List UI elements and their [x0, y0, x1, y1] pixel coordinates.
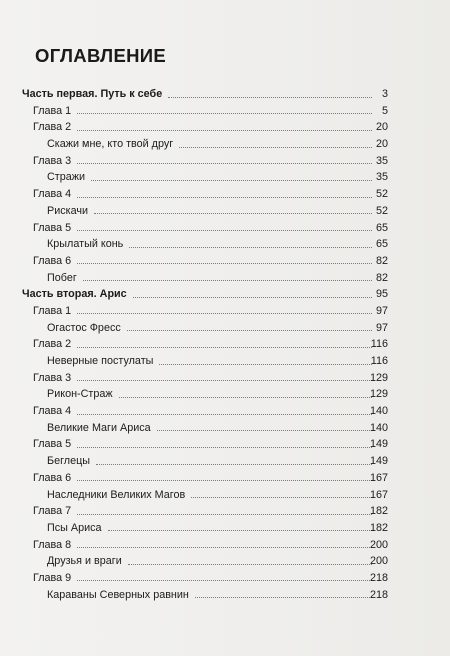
toc-entry-label: Глава 5	[33, 438, 72, 451]
toc-page-number: 140	[369, 421, 388, 434]
toc-dot-leader	[119, 397, 372, 398]
toc-page-number: 140	[369, 405, 388, 418]
toc-subtitle-entry	[0, 270, 450, 287]
toc-entry-label: Наследники Великих Магов	[47, 488, 186, 501]
toc-entry-label: Глава 4	[33, 188, 72, 201]
toc-dot-leader	[77, 380, 372, 381]
toc-entry-label: Караваны Северных равнин	[47, 588, 189, 601]
toc-chapter-entry	[0, 303, 450, 320]
toc-page-number: 167	[369, 471, 388, 484]
toc-dot-leader	[77, 480, 372, 481]
toc-page-number: 52	[375, 204, 388, 217]
toc-entry-label: Глава 8	[33, 538, 72, 551]
toc-entry-label: Глава 6	[33, 471, 72, 484]
toc-page-number: 116	[370, 338, 388, 351]
toc-dot-leader	[77, 230, 372, 231]
toc-page-number: 82	[375, 271, 388, 284]
toc-page-number: 82	[375, 254, 388, 267]
toc-subtitle-entry	[0, 353, 450, 370]
toc-entry-label: Рискачи	[47, 204, 89, 217]
toc-subtitle-entry	[0, 487, 450, 504]
toc-chapter-entry	[0, 186, 450, 203]
toc-page-number: 182	[369, 521, 388, 534]
toc-dot-leader	[108, 530, 372, 531]
table-of-contents	[0, 86, 450, 603]
toc-page-number: 218	[369, 571, 388, 584]
toc-entry-label: Огастос Фресс	[47, 321, 121, 334]
toc-dot-leader	[168, 97, 372, 98]
toc-entry-label: Неверные постулаты	[47, 355, 154, 367]
toc-chapter-entry	[0, 253, 450, 270]
toc-chapter-entry	[0, 470, 450, 487]
toc-page-number: 129	[369, 371, 388, 384]
toc-page-number: 218	[369, 588, 388, 601]
toc-dot-leader	[129, 247, 372, 248]
toc-page-number: 97	[375, 304, 388, 317]
toc-chapter-entry	[0, 537, 450, 554]
toc-dot-leader	[77, 313, 372, 314]
toc-part-entry	[0, 86, 450, 103]
toc-dot-leader	[159, 364, 372, 365]
toc-page-number: 35	[375, 171, 388, 184]
toc-chapter-entry	[0, 103, 450, 120]
page-title: ОГЛАВЛЕНИЕ	[35, 45, 166, 66]
toc-dot-leader	[77, 113, 372, 114]
toc-page-number: 182	[369, 505, 388, 518]
toc-dot-leader	[94, 213, 372, 214]
toc-dot-leader	[191, 497, 372, 498]
toc-chapter-entry	[0, 153, 450, 170]
toc-subtitle-entry	[0, 320, 450, 337]
toc-entry-label: Побег	[47, 271, 77, 284]
toc-dot-leader	[77, 347, 372, 348]
toc-page-number: 20	[375, 121, 388, 134]
toc-entry-label: Глава 1	[33, 304, 72, 317]
toc-subtitle-entry	[0, 587, 450, 604]
toc-entry-label: Рикон-Страж	[47, 388, 113, 401]
toc-entry-label: Часть первая. Путь к себе	[22, 88, 163, 100]
toc-entry-label: Глава 3	[33, 154, 72, 167]
toc-page-number: 200	[369, 538, 388, 551]
toc-entry-label: Глава 4	[33, 405, 72, 418]
toc-page-number: 95	[375, 288, 388, 301]
toc-dot-leader	[83, 280, 372, 281]
toc-dot-leader	[77, 163, 372, 164]
toc-dot-leader	[77, 447, 372, 448]
toc-entry-label: Великие Маги Ариса	[47, 421, 151, 434]
toc-entry-label: Глава 9	[33, 571, 72, 584]
toc-page-number: 3	[381, 88, 388, 100]
toc-dot-leader	[77, 414, 372, 415]
toc-chapter-entry	[0, 503, 450, 520]
toc-page-number: 200	[369, 555, 388, 568]
toc-chapter-entry	[0, 570, 450, 587]
toc-entry-label: Беглецы	[47, 455, 91, 468]
toc-subtitle-entry	[0, 453, 450, 470]
toc-entry-label: Друзья и враги	[47, 555, 122, 568]
toc-dot-leader	[77, 580, 372, 581]
toc-page-number: 5	[381, 104, 388, 117]
toc-dot-leader	[77, 197, 372, 198]
toc-chapter-entry	[0, 220, 450, 237]
toc-subtitle-entry	[0, 420, 450, 437]
toc-page-number: 20	[375, 138, 388, 151]
toc-page-number: 167	[369, 488, 388, 501]
toc-dot-leader	[128, 564, 372, 565]
toc-chapter-entry	[0, 119, 450, 136]
toc-chapter-entry	[0, 403, 450, 420]
toc-chapter-entry	[0, 370, 450, 387]
toc-dot-leader	[133, 297, 372, 298]
toc-entry-label: Часть вторая. Арис	[22, 288, 127, 301]
toc-page-number: 65	[375, 238, 388, 251]
toc-dot-leader	[127, 330, 372, 331]
toc-dot-leader	[77, 263, 372, 264]
toc-entry-label: Глава 5	[33, 221, 72, 234]
toc-page-number: 149	[369, 455, 388, 468]
toc-dot-leader	[91, 180, 372, 181]
toc-page-number: 52	[375, 188, 388, 201]
toc-entry-label: Крылатый конь	[47, 238, 124, 251]
toc-dot-leader	[77, 514, 372, 515]
toc-page-number: 35	[375, 154, 388, 167]
toc-chapter-entry	[0, 436, 450, 453]
toc-chapter-entry	[0, 336, 450, 353]
toc-entry-label: Глава 1	[33, 104, 72, 117]
toc-page-number: 65	[375, 221, 388, 234]
toc-dot-leader	[195, 597, 372, 598]
toc-page-number: 97	[375, 321, 388, 334]
toc-subtitle-entry	[0, 520, 450, 537]
toc-entry-label: Глава 6	[33, 254, 72, 267]
toc-dot-leader	[96, 464, 372, 465]
toc-page-number: 129	[369, 388, 388, 401]
toc-part-entry	[0, 286, 450, 303]
toc-dot-leader	[77, 130, 372, 131]
toc-entry-label: Стражи	[47, 171, 86, 184]
toc-dot-leader	[179, 147, 372, 148]
toc-subtitle-entry	[0, 236, 450, 253]
toc-subtitle-entry	[0, 386, 450, 403]
toc-page-number: 149	[369, 438, 388, 451]
toc-entry-label: Скажи мне, кто твой друг	[47, 138, 174, 151]
toc-entry-label: Глава 3	[33, 371, 72, 384]
toc-dot-leader	[157, 430, 372, 431]
toc-page-number: 116	[370, 355, 388, 367]
toc-dot-leader	[77, 547, 372, 548]
toc-subtitle-entry	[0, 203, 450, 220]
toc-entry-label: Глава 7	[33, 505, 72, 518]
toc-entry-label: Глава 2	[33, 121, 72, 134]
toc-subtitle-entry	[0, 136, 450, 153]
toc-entry-label: Псы Ариса	[47, 521, 102, 534]
toc-subtitle-entry	[0, 169, 450, 186]
toc-subtitle-entry	[0, 553, 450, 570]
toc-entry-label: Глава 2	[33, 338, 72, 351]
